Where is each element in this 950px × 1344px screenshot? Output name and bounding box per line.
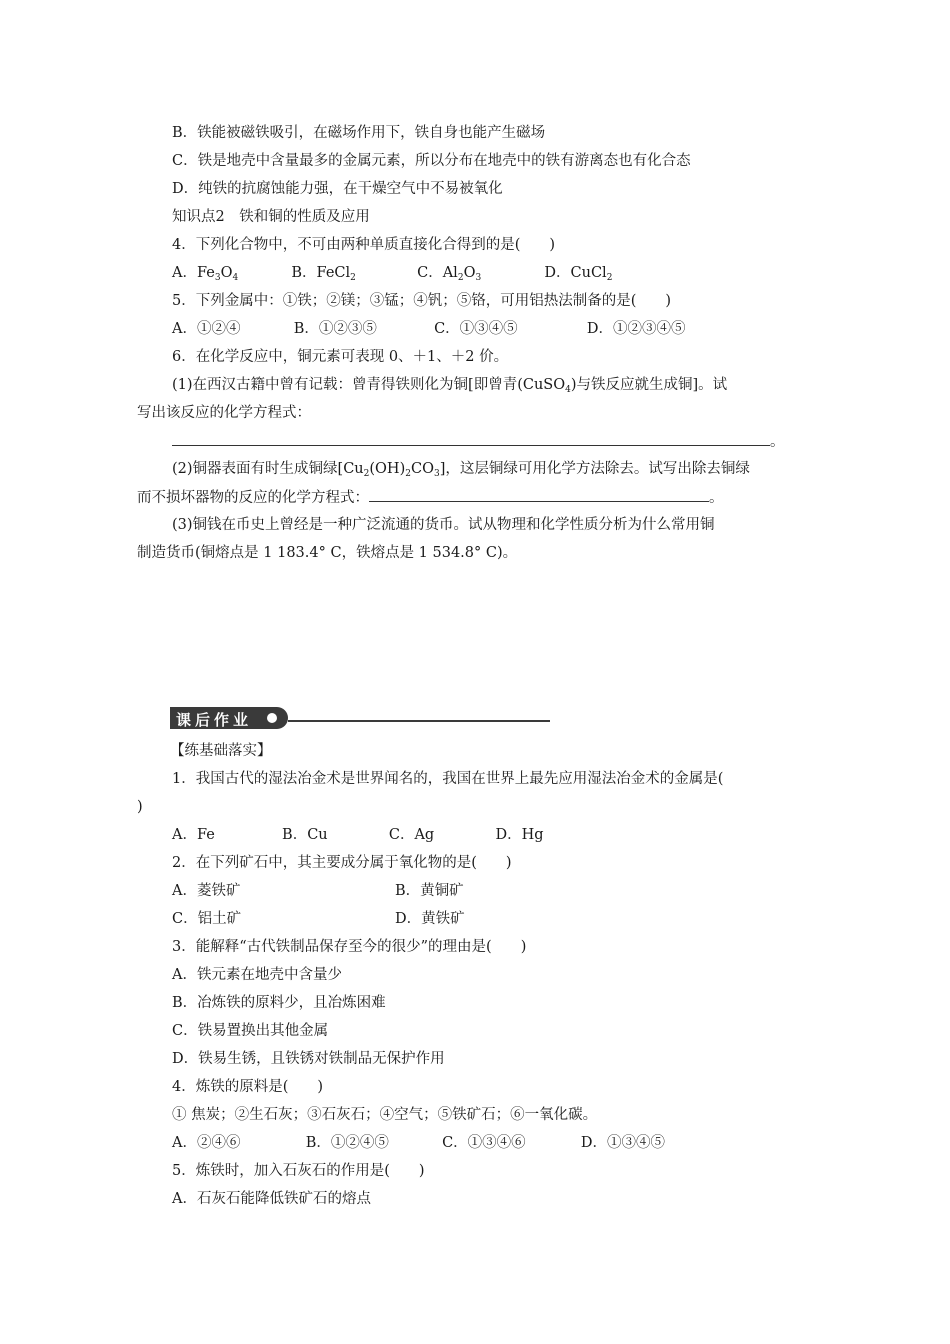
- q4-option-b: B．FeCl$_2$: [291, 265, 356, 283]
- q4-option-d: D．CuCl$_2$: [544, 265, 613, 283]
- hw-q4-option-b: B．①②④⑤: [305, 1135, 389, 1151]
- hw-q2-option-c: C．铝土矿: [172, 911, 242, 927]
- question-6-part-3: (3)铜钱在币史上曾经是一种广泛流通的货币。试从物理和化学性质分析为什么常用铜: [172, 517, 715, 533]
- q5-option-c: C．①③④⑤: [434, 321, 518, 337]
- hw-question-1-options: [172, 825, 544, 845]
- question-6-part-3-cont: 制造货币(铜熔点是 1 183.4° C，铁熔点是 1 534.8° C)。: [137, 545, 518, 561]
- hw-q4-option-a: A．②④⑥: [172, 1135, 241, 1151]
- header-rule: [288, 720, 550, 722]
- q4-option-a: A．$Fe_3O_4$: [172, 265, 239, 283]
- hw-q3-option-b: B．冶炼铁的原料少，且冶炼困难: [172, 995, 386, 1011]
- q5-option-d: D．①②③④⑤: [586, 321, 686, 337]
- homework-title: 课后作业: [176, 711, 253, 729]
- question-3-option-b: B．铁能被磁铁吸引，在磁场作用下，铁自身也能产生磁场: [172, 125, 546, 141]
- knowledge-point-2-heading: 知识点2 铁和铜的性质及应用: [172, 209, 370, 225]
- hw-question-2-stem: 2．在下列矿石中，其主要成分属于氧化物的是( ): [172, 855, 512, 871]
- q5-option-a: A．①②④: [172, 321, 241, 337]
- hw-q3-option-a: A．铁元素在地壳中含量少: [172, 967, 342, 983]
- question-6-stem: 6．在化学反应中，铜元素可表现 0、＋1、＋2 价。: [172, 349, 509, 365]
- answer-line-2[interactable]: [369, 487, 709, 502]
- answer-line-1[interactable]: 。: [172, 431, 785, 452]
- hw-q3-option-c: C．铁易置换出其他金属: [172, 1023, 329, 1039]
- hw-q1-option-c: C．Ag: [388, 827, 435, 843]
- hw-q2-option-d: D．黄铁矿: [395, 911, 465, 927]
- hw-question-4-options: [172, 1133, 665, 1153]
- hw-q4-option-d: D．①③④⑤: [580, 1135, 666, 1151]
- question-5-options: [172, 319, 686, 339]
- question-6-part-1-cont: 写出该反应的化学方程式：: [137, 405, 311, 421]
- hw-q4-option-c: C．①③④⑥: [442, 1135, 526, 1151]
- question-4-stem: 4．下列化合物中，不可由两种单质直接化合得到的是( ): [172, 237, 556, 253]
- hw-question-3-stem: 3．能解释“古代铁制品保存至今的很少”的理由是( ): [172, 939, 527, 955]
- hw-q2-option-a: A．菱铁矿: [172, 883, 241, 899]
- hw-q4-materials-list: ① 焦炭；②生石灰；③石灰石；④空气；⑤铁矿石；⑥一氧化碳。: [172, 1107, 598, 1123]
- question-3-option-d: D．纯铁的抗腐蚀能力强，在干燥空气中不易被氧化: [172, 181, 503, 197]
- hw-question-5-stem: 5．炼铁时，加入石灰石的作用是( ): [172, 1163, 425, 1179]
- hw-question-1-stem: 1．我国古代的湿法冶金术是世界闻名的，我国在世界上最先应用湿法冶金术的金属是(: [172, 771, 724, 787]
- hw-question-4-stem: 4．炼铁的原料是( ): [172, 1079, 324, 1095]
- hw-q1-option-d: D．Hg: [495, 827, 544, 843]
- hw-q3-option-d: D．铁易生锈，且铁锈对铁制品无保护作用: [172, 1051, 445, 1067]
- bullet-dot-icon: [267, 713, 277, 723]
- hw-q1-option-b: B．Cu: [282, 827, 328, 843]
- question-4-options: [172, 263, 612, 285]
- practice-subheading: 【练基础落实】: [170, 743, 272, 759]
- hw-q2-option-b: B．黄铜矿: [395, 883, 464, 899]
- question-6-part-2-cont: 而不损坏器物的反应的化学方程式： 。: [137, 487, 724, 508]
- question-6-part-1: (1)在西汉古籍中曾有记载：曾青得铁则化为铜[即曾青(CuSO$_4$)与铁反应就生成铜]。试: [172, 377, 728, 395]
- hw-question-1-cont: ): [137, 799, 143, 815]
- q5-option-b: B．①②③⑤: [293, 321, 377, 337]
- question-5-stem: 5．下列金属中：①铁；②镁；③锰；④钒；⑤铬，可用铝热法制备的是( ): [172, 293, 672, 309]
- homework-header: [170, 707, 550, 731]
- hw-q5-option-a: A．石灰石能降低铁矿石的熔点: [172, 1191, 371, 1207]
- hw-q1-option-a: A．Fe: [172, 827, 215, 843]
- question-3-option-c: C．铁是地壳中含量最多的金属元素，所以分布在地壳中的铁有游离态也有化合态: [172, 153, 691, 169]
- q4-option-c: C．$Al_2O_3$: [417, 265, 482, 283]
- question-6-part-2: (2)铜器表面有时生成铜绿$[Cu_2(OH)_2CO_3]$，这层铜绿可用化学方法除去。试写出除去铜绿: [172, 461, 750, 479]
